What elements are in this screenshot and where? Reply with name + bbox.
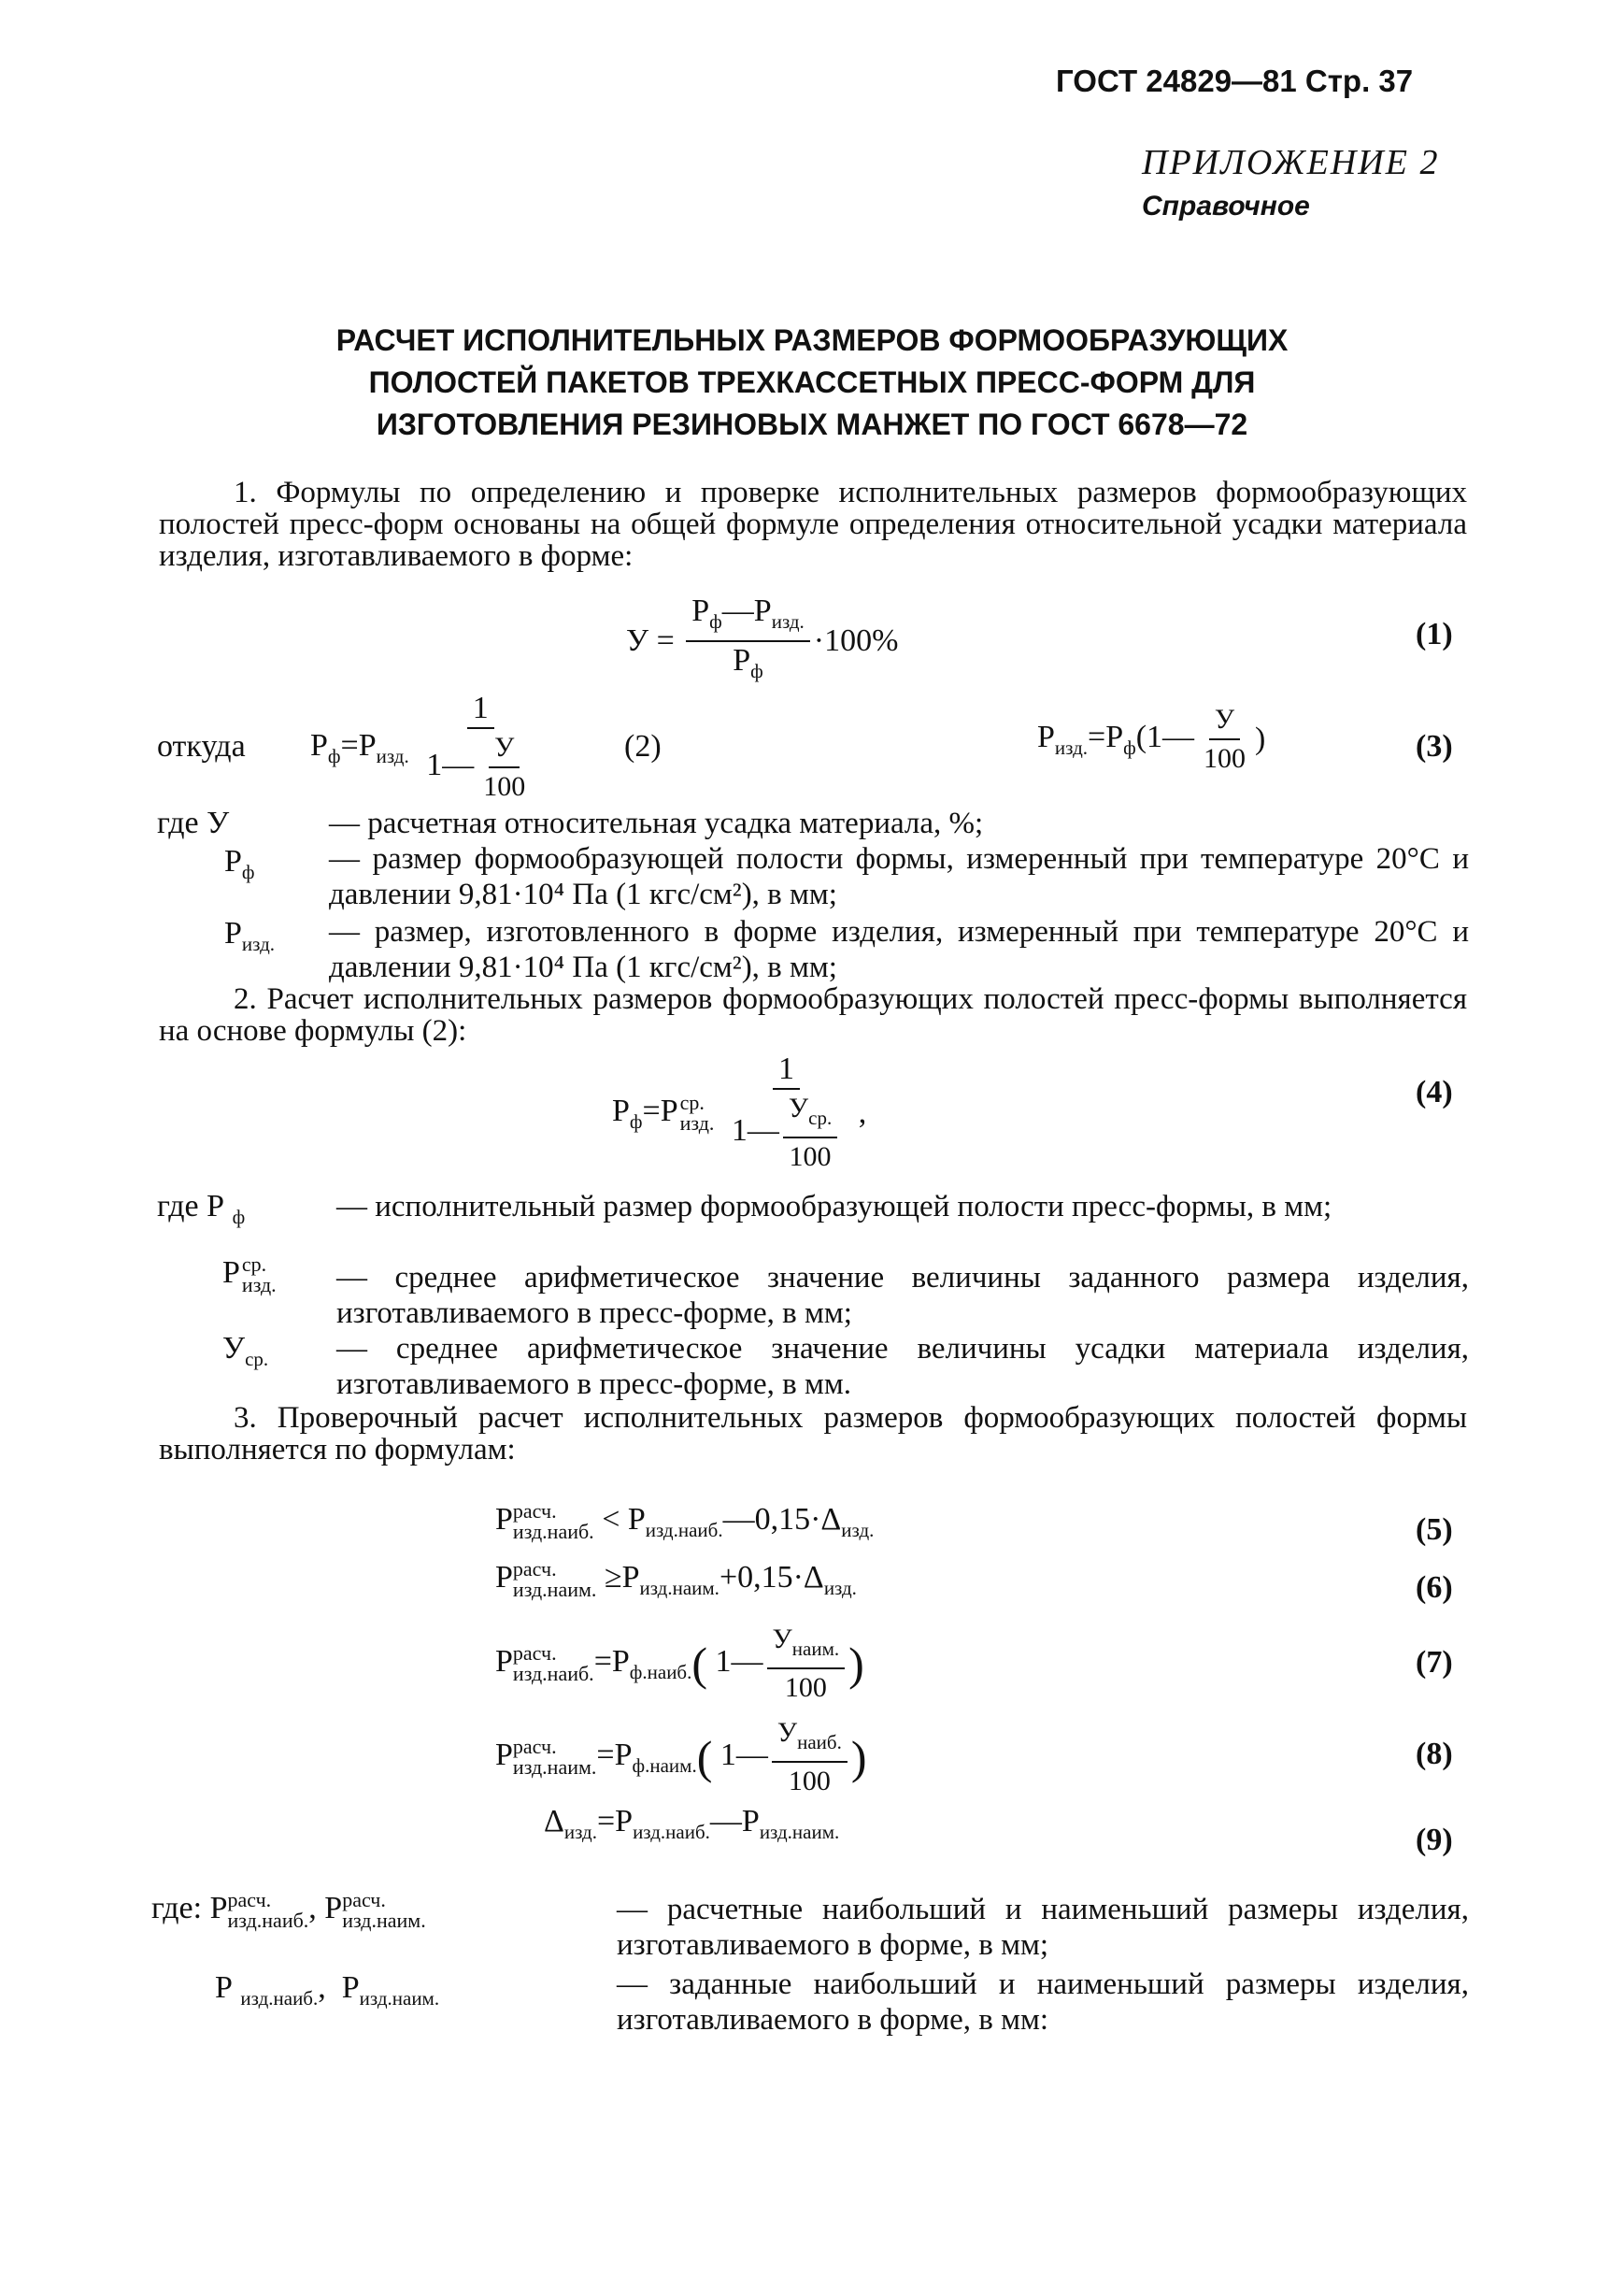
section-title-line-1: РАСЧЕТ ИСПОЛНИТЕЛЬНЫХ РАЗМЕРОВ ФОРМООБРАЗУЮЩИХ bbox=[335, 323, 1289, 357]
where-2-pavg-def: — среднее арифметическое значение величины заданного размера изделия, изготавливаемого в пресс-форме, в мм; bbox=[336, 1261, 1469, 1330]
where-1-u-def: — расчетная относительная усадка материала, %; bbox=[329, 807, 984, 840]
where-1-pf-def bbox=[329, 841, 1469, 912]
equation-4: $Р_ф=Р$ ср. изд. 1 1— $\frac{У_{ср.}}{100}$ , bbox=[612, 1052, 867, 1172]
where-3-given-def: — заданные наибольший и наименьший размеры изделия, изготавливаемого в форме, в мм: bbox=[617, 1967, 1469, 2037]
where-3-symbols-given: Р $_{изд.наиб.}$, $Р_{изд.наим.}$ bbox=[215, 1970, 440, 2010]
equation-8-number: (8) bbox=[1416, 1737, 1453, 1771]
where-2-uavg-symbol: $У_{ср.}$ bbox=[222, 1331, 269, 1370]
where-1-pizd-def bbox=[329, 914, 1469, 985]
where-3-symbols-calc: где: Р расч. изд.наиб. , Р расч. изд.наим. bbox=[151, 1888, 426, 1932]
paragraph-1: 1. Формулы по определению и проверке исполнительных размеров формообразующих полостей пресс-форм основаны на общей формуле определения относительной усадки материала изделия, изготавливаемого в форме: bbox=[159, 476, 1467, 573]
equation-2-prefix: откуда bbox=[157, 729, 246, 764]
where-3-calc-def: — расчетные наибольший и наименьший размеры изделия, изготавливаемого в форме, в мм; bbox=[617, 1893, 1469, 1962]
paragraph-3: 3. Проверочный расчет исполнительных размеров формообразующих полостей формы выполняется по формулам: bbox=[159, 1401, 1467, 1466]
equation-7-number: (7) bbox=[1416, 1645, 1453, 1680]
equation-8: Р расч. изд.наим. $=Р_{ф.наим.}$( 1— $\frac{У_{наиб.}}{100}$ ) bbox=[495, 1714, 867, 1800]
where-1-label: где У bbox=[157, 806, 230, 840]
equation-7: Р расч. изд.наиб. $=Р_{ф.наиб.}$( 1— $\frac{У_{наим.}}{100}$ ) bbox=[495, 1621, 864, 1707]
equation-9-number: (9) bbox=[1416, 1823, 1453, 1857]
appendix-type: Справочное bbox=[1142, 191, 1310, 222]
equation-2-number: (2) bbox=[624, 729, 662, 764]
section-title-line-2: ПОЛОСТЕЙ ПАКЕТОВ ТРЕХКАССЕТНЫХ ПРЕСС-ФОРМ ДЛЯ bbox=[368, 365, 1256, 399]
where-1-pizd-symbol: $Р_{изд.}$ bbox=[224, 916, 276, 955]
where-1-pizd-text: — размер, изготовленного в форме изделия, измеренный при температуре 20°С и давлении 9,81·10⁴ Па (1 кгс/см²), в мм; bbox=[329, 915, 1469, 984]
equation-3: $Р_{изд.}=Р_ф(1—$ $\frac{У}{100}$ ) bbox=[1037, 701, 1265, 778]
where-2-label: где Р $_ф$ bbox=[157, 1189, 246, 1228]
equation-4-number: (4) bbox=[1416, 1075, 1453, 1109]
equation-5-number: (5) bbox=[1416, 1512, 1453, 1547]
appendix-label: ПРИЛОЖЕНИЕ 2 bbox=[1142, 143, 1440, 182]
where-1-pf-text: — размер формообразующей полости формы, измеренный при температуре 20°С и давлении 9,81·10⁴ Па (1 кгс/см²), в мм; bbox=[329, 842, 1469, 911]
paragraph-2: 2. Расчет исполнительных размеров формообразующих полостей пресс-формы выполняется на основе формулы (2): bbox=[159, 982, 1467, 1048]
equation-6: Р расч. изд.наим. $\ge Р_{изд.наим.}+0,15\cdot\Delta_{изд.}$ bbox=[495, 1557, 857, 1601]
equation-2: $Р_ф=Р_{изд.}$ 1 1— $\frac{У}{100}$ bbox=[310, 691, 526, 802]
equation-1-number: (1) bbox=[1416, 617, 1453, 651]
where-3-label: где: bbox=[151, 1890, 203, 1925]
where-2-uavg-def: — среднее арифметическое значение величины усадки материала изделия, изготавливаемого в пресс-форме, в мм. bbox=[336, 1332, 1469, 1401]
equation-1: У = $\frac{Р_ф—Р_{изд.}}{Р_ф}$ ·100% bbox=[626, 594, 899, 682]
where-2-label-text: где Р bbox=[157, 1189, 225, 1223]
where-2-pf-def: — исполнительный размер формообразующей полости пресс-формы, в мм; bbox=[336, 1190, 1332, 1223]
where-2-pavg-symbol: Р ср. изд. bbox=[222, 1252, 277, 1296]
where-1-pf-symbol: $Р_ф$ bbox=[224, 844, 255, 883]
equation-5: Р расч. изд.наиб. < $Р_{изд.наиб.}—0,15\cdot\Delta_{изд.}$ bbox=[495, 1499, 875, 1543]
equation-9: $\Delta_{изд.}=Р_{изд.наиб.}—Р_{изд.наим.}$ bbox=[544, 1804, 840, 1843]
section-title-line-3: ИЗГОТОВЛЕНИЯ РЕЗИНОВЫХ МАНЖЕТ ПО ГОСТ 6678—72 bbox=[376, 408, 1248, 441]
equation-3-number: (3) bbox=[1416, 729, 1453, 764]
equation-6-number: (6) bbox=[1416, 1570, 1453, 1605]
page-header: ГОСТ 24829—81 Стр. 37 bbox=[1056, 64, 1414, 98]
